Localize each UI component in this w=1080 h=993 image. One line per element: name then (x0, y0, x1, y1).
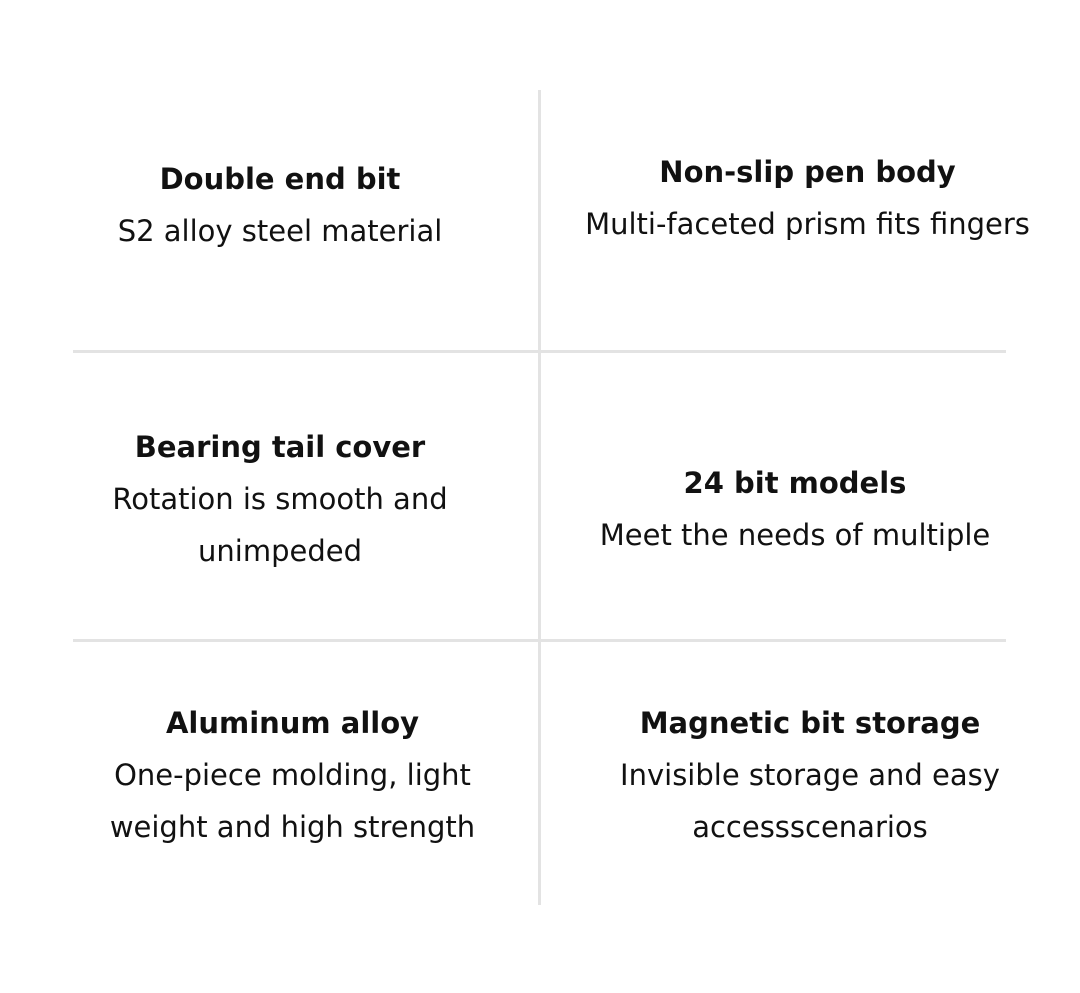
feature-aluminum-alloy (0, 697, 585, 853)
feature-title: Double end bit (159, 162, 401, 196)
horizontal-divider-bottom (73, 639, 1006, 642)
feature-bearing-tail-cover (0, 421, 560, 577)
feature-description: accessscenarios (692, 810, 928, 844)
feature-description: Meet the needs of multiple (599, 518, 991, 552)
horizontal-divider-top (73, 350, 1006, 353)
feature-description: One-piece molding, light (114, 758, 471, 792)
feature-description: weight and high strength (109, 810, 476, 844)
feature-24-bit-models (540, 457, 1050, 561)
feature-description: Multi-faceted prism fits fingers (585, 207, 1030, 241)
feature-magnetic-bit-storage (540, 697, 1080, 853)
feature-description: S2 alloy steel material (117, 214, 443, 248)
feature-title: Bearing tail cover (134, 430, 426, 464)
feature-title: Magnetic bit storage (639, 706, 981, 740)
feature-title: Aluminum alloy (165, 706, 420, 740)
feature-description: Invisible storage and easy (620, 758, 1000, 792)
feature-description: unimpeded (198, 534, 362, 568)
feature-non-slip-pen-body (540, 146, 1075, 250)
feature-title: 24 bit models (683, 466, 907, 500)
feature-double-end-bit (0, 153, 560, 257)
feature-title: Non-slip pen body (659, 155, 956, 189)
feature-description: Rotation is smooth and (112, 482, 448, 516)
